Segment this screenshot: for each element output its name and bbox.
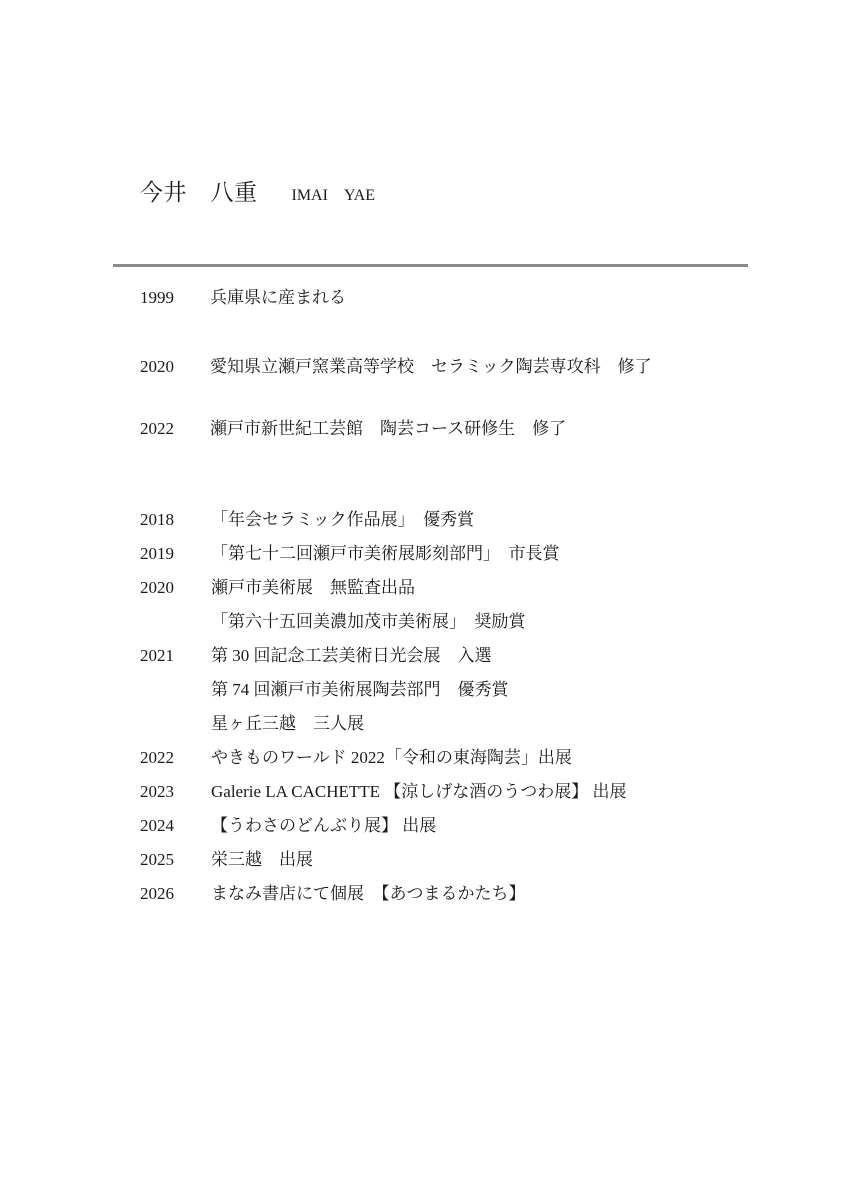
exhibition-row — [0, 673, 849, 707]
exhibition-text: 「第七十二回瀬戸市美術展彫刻部門」 市長賞 — [211, 544, 560, 563]
name-english: IMAI YAE — [291, 187, 376, 204]
exhibition-row — [0, 639, 849, 673]
exhibition-row — [0, 877, 849, 911]
exhibition-text: やきものワールド 2022「令和の東海陶芸」出展 — [211, 748, 572, 767]
education-text: 兵庫県に産まれる — [210, 288, 346, 307]
education-row — [0, 417, 849, 441]
profile-header — [140, 178, 375, 208]
exhibition-year: 2021 — [140, 646, 174, 665]
exhibition-row — [0, 741, 849, 775]
name-japanese: 今井 八重 — [140, 180, 258, 205]
education-row — [0, 355, 849, 379]
education-year: 1999 — [140, 288, 174, 307]
exhibition-row — [0, 707, 849, 741]
exhibition-text: Galerie LA CACHETTE 【涼しげな酒のうつわ展】 出展 — [211, 782, 627, 801]
education-year: 2022 — [140, 419, 174, 438]
exhibition-year: 2023 — [140, 782, 174, 801]
exhibition-year: 2018 — [140, 510, 174, 529]
exhibition-row — [0, 503, 849, 537]
exhibition-text: 【うわさのどんぶり展】 出展 — [211, 816, 437, 835]
exhibition-row — [0, 571, 849, 605]
exhibition-year: 2024 — [140, 816, 174, 835]
exhibition-list — [0, 503, 849, 911]
exhibition-row — [0, 537, 849, 571]
exhibition-text: 「第六十五回美濃加茂市美術展」 奨励賞 — [211, 612, 526, 631]
exhibition-row — [0, 775, 849, 809]
education-text: 瀬戸市新世紀工芸館 陶芸コース研修生 修了 — [210, 419, 567, 438]
section-divider — [113, 264, 748, 267]
exhibition-row — [0, 605, 849, 639]
exhibition-year: 2026 — [140, 884, 174, 903]
exhibition-year: 2020 — [140, 578, 174, 597]
education-row — [0, 286, 849, 310]
exhibition-row — [0, 843, 849, 877]
exhibition-text: まなみ書店にて個展 【あつまるかたち】 — [211, 884, 526, 903]
exhibition-text: 星ヶ丘三越 三人展 — [211, 714, 364, 733]
education-text: 愛知県立瀬戸窯業高等学校 セラミック陶芸専攻科 修了 — [210, 357, 652, 376]
exhibition-text: 瀬戸市美術展 無監査出品 — [211, 578, 415, 597]
exhibition-text: 「年会セラミック作品展」 優秀賞 — [211, 510, 475, 529]
exhibition-row — [0, 809, 849, 843]
exhibition-text: 第 74 回瀬戸市美術展陶芸部門 優秀賞 — [211, 680, 509, 699]
exhibition-year: 2025 — [140, 850, 174, 869]
exhibition-year: 2022 — [140, 748, 174, 767]
exhibition-year: 2019 — [140, 544, 174, 563]
exhibition-text: 第 30 回記念工芸美術日光会展 入選 — [211, 646, 492, 665]
education-year: 2020 — [140, 357, 174, 376]
exhibition-text: 栄三越 出展 — [211, 850, 313, 869]
